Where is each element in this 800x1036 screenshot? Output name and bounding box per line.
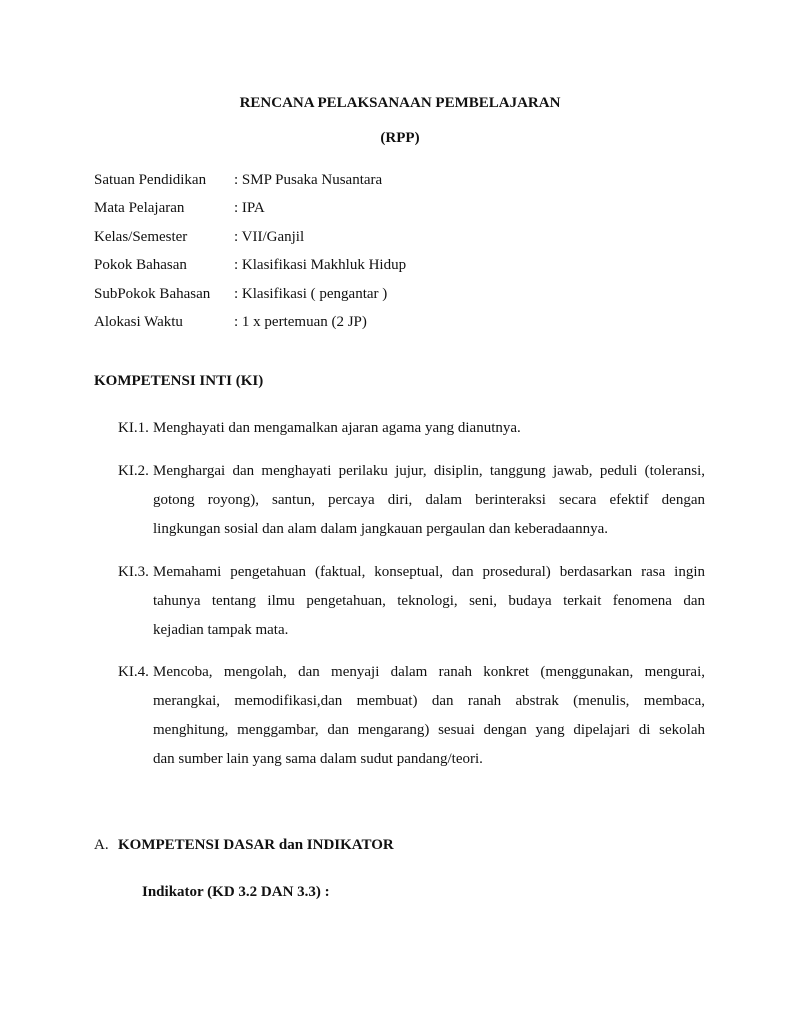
- meta-value: : Klasifikasi ( pengantar ): [234, 285, 388, 302]
- indikator-heading: Indikator (KD 3.2 DAN 3.3) :: [142, 884, 330, 900]
- document-title: RENCANA PELAKSANAAN PEMBELAJARAN: [239, 95, 561, 111]
- ki-text-line: Memahami pengetahuan (faktual, konseptual, dan prosedural) berdasarkan rasa ingin: [153, 564, 705, 580]
- section-letter: A.: [94, 837, 109, 853]
- meta-value: : VII/Ganjil: [234, 228, 305, 245]
- ki-item-2: [118, 457, 705, 544]
- ki-text-line: tahunya tentang ilmu pengetahuan, teknologi, seni, budaya terkait fenomena dan: [153, 593, 705, 609]
- ki-text-line: kejadian tampak mata.: [153, 622, 289, 638]
- ki-text-line: menghitung, menggambar, dan mengarang) sesuai dengan yang dipelajari di sekolah: [153, 722, 705, 738]
- meta-value: : IPA: [234, 200, 265, 217]
- ki-text-line: Menghargai dan menghayati perilaku jujur, disiplin, tanggung jawab, peduli (toleransi,: [153, 463, 705, 479]
- ki-text-line: dan sumber lain yang sama dalam sudut pandang/teori.: [153, 751, 483, 767]
- ki-item-3: [118, 558, 705, 645]
- document-subtitle: (RPP): [380, 130, 420, 146]
- ki-number: KI.4.: [118, 664, 149, 680]
- meta-value: : SMP Pusaka Nusantara: [234, 172, 383, 188]
- meta-label: SubPokok Bahasan: [94, 285, 211, 302]
- ki-text-line: lingkungan sosial dan alam dalam jangkauan pergaulan dan keberadaannya.: [153, 521, 608, 537]
- identity-table: [94, 172, 406, 342]
- ki-number: KI.3.: [118, 564, 149, 580]
- meta-label: Alokasi Waktu: [94, 313, 183, 330]
- meta-label: Mata Pelajaran: [94, 200, 185, 217]
- meta-value: : Klasifikasi Makhluk Hidup: [234, 257, 407, 274]
- meta-label: Pokok Bahasan: [94, 257, 187, 274]
- ki-text-line: gotong royong), santun, percaya diri, dalam berinteraksi secara efektif dengan: [153, 492, 705, 508]
- meta-row-satuan: [94, 172, 406, 200]
- ki-text-line: Mencoba, mengolah, dan menyaji dalam ranah konkret (menggunakan, mengurai,: [153, 664, 705, 680]
- ki-heading: KOMPETENSI INTI (KI): [94, 373, 264, 389]
- meta-row-pokok: [94, 257, 406, 285]
- ki-text-line: Menghayati dan mengamalkan ajaran agama yang dianutnya.: [153, 420, 521, 436]
- meta-value: : 1 x pertemuan (2 JP): [234, 313, 367, 330]
- meta-label: Kelas/Semester: [94, 228, 188, 245]
- ki-text-line: merangkai, memodifikasi,dan membuat) dan ranah abstrak (menulis, membaca,: [153, 693, 705, 709]
- meta-row-kelas: [94, 229, 406, 257]
- meta-label: Satuan Pendidikan: [94, 172, 207, 188]
- meta-row-mapel: [94, 200, 406, 228]
- section-a-heading: [94, 837, 394, 854]
- meta-row-subpokok: [94, 286, 406, 314]
- meta-row-alokasi: [94, 314, 406, 342]
- ki-item-1: [118, 414, 705, 443]
- ki-item-4: [118, 658, 705, 774]
- section-title: KOMPETENSI DASAR dan INDIKATOR: [118, 837, 394, 853]
- ki-number: KI.2.: [118, 463, 149, 479]
- ki-number: KI.1.: [118, 420, 149, 436]
